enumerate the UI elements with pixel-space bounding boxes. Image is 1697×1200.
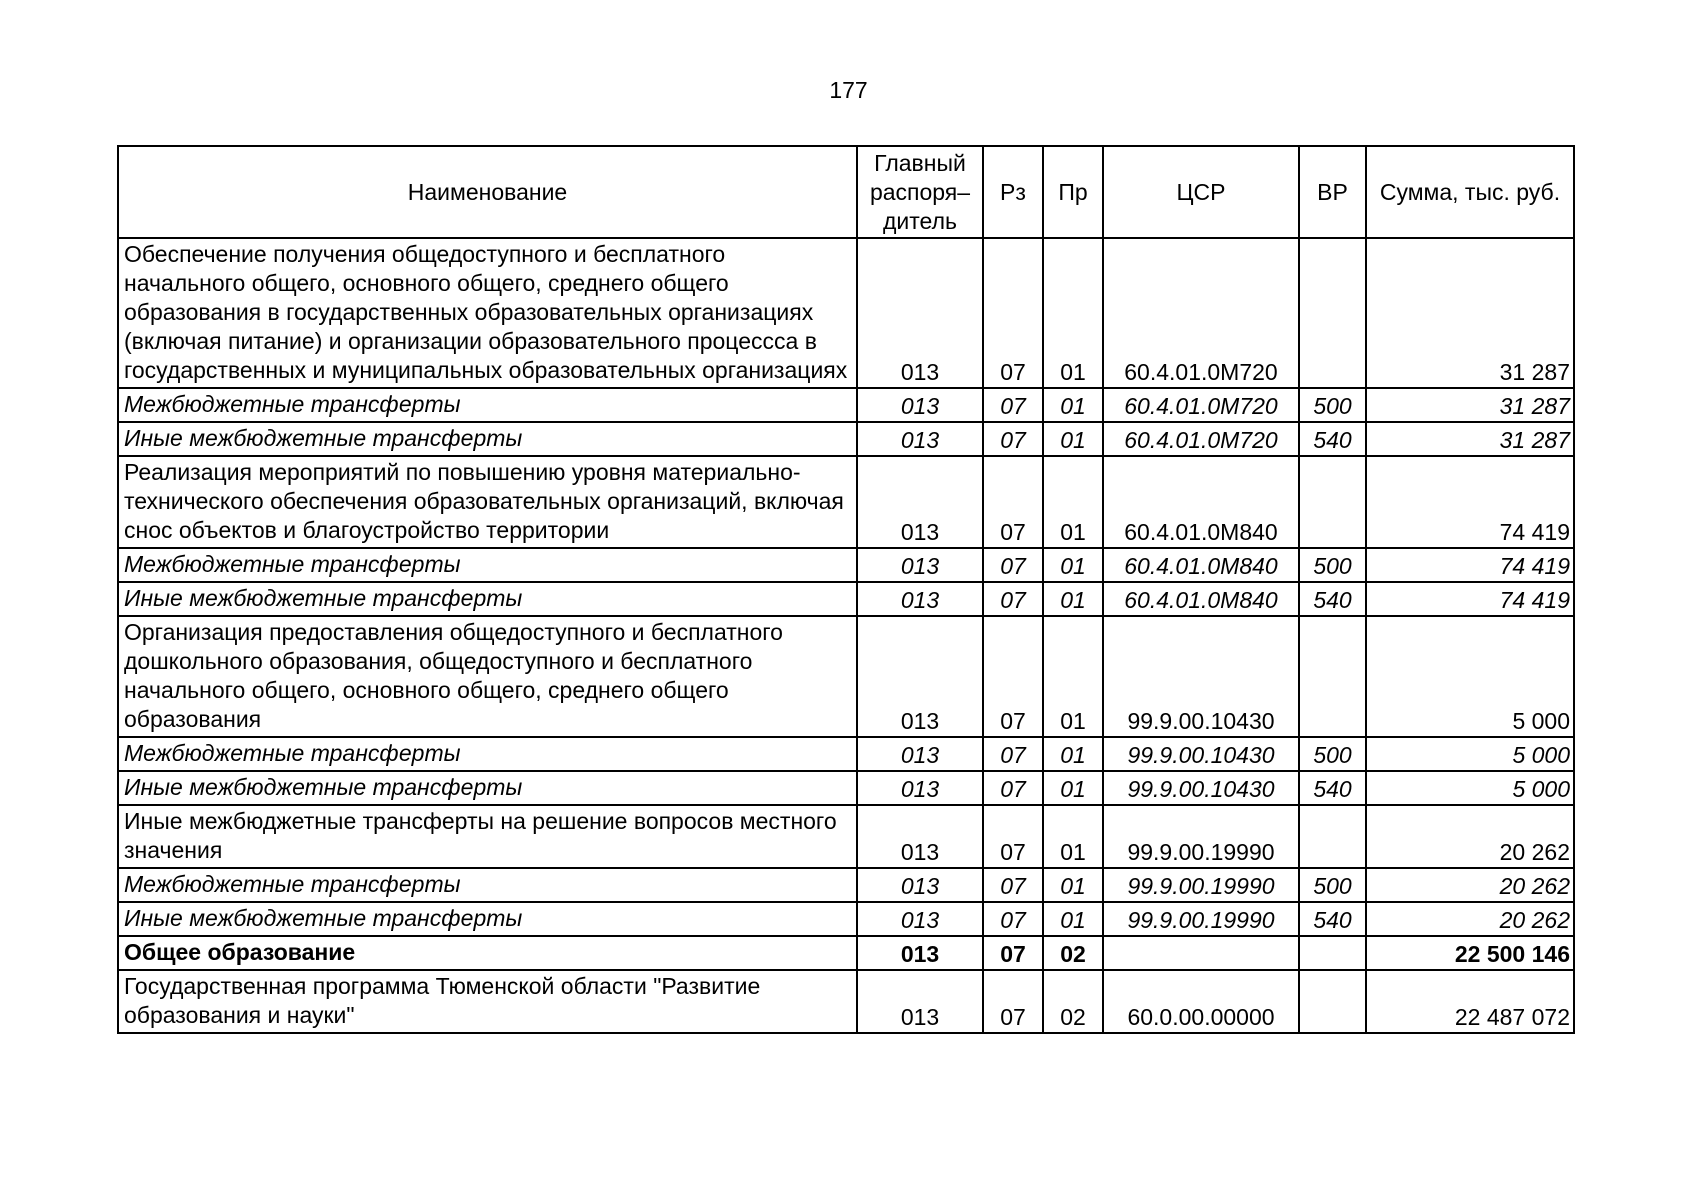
cell-sum: 20 262 [1366,868,1574,902]
cell-csr: 99.9.00.19990 [1103,805,1299,868]
cell-pr: 01 [1043,616,1103,737]
cell-name: Межбюджетные трансферты [118,868,857,902]
cell-csr: 99.9.00.10430 [1103,771,1299,805]
cell-rz: 07 [983,868,1043,902]
cell-vr: 540 [1299,582,1366,616]
cell-name: Межбюджетные трансферты [118,548,857,582]
table-row [118,582,1574,616]
table-row [118,771,1574,805]
header-rz: Рз [983,146,1043,238]
page-number: 177 [829,77,868,103]
cell-name: Иные межбюджетные трансферты [118,422,857,456]
cell-manager: 013 [857,737,983,771]
cell-pr: 01 [1043,422,1103,456]
cell-name: Общее образование [118,936,857,970]
cell-manager: 013 [857,868,983,902]
cell-sum: 74 419 [1366,456,1574,548]
cell-pr: 01 [1043,548,1103,582]
cell-pr: 01 [1043,238,1103,388]
cell-sum: 31 287 [1366,238,1574,388]
cell-sum: 74 419 [1366,548,1574,582]
table-row [118,970,1574,1033]
cell-rz: 07 [983,238,1043,388]
cell-manager: 013 [857,548,983,582]
header-sum: Сумма, тыс. руб. [1366,146,1574,238]
cell-name: Иные межбюджетные трансферты [118,771,857,805]
cell-manager: 013 [857,582,983,616]
cell-manager: 013 [857,616,983,737]
cell-name: Иные межбюджетные трансферты [118,902,857,936]
cell-rz: 07 [983,805,1043,868]
cell-sum: 5 000 [1366,737,1574,771]
cell-manager: 013 [857,902,983,936]
cell-pr: 02 [1043,970,1103,1033]
cell-csr: 60.4.01.0М840 [1103,456,1299,548]
cell-vr: 540 [1299,902,1366,936]
table-row [118,868,1574,902]
cell-rz: 07 [983,582,1043,616]
cell-vr [1299,970,1366,1033]
cell-rz: 07 [983,388,1043,422]
cell-rz: 07 [983,422,1043,456]
cell-sum: 5 000 [1366,771,1574,805]
cell-manager: 013 [857,805,983,868]
cell-manager: 013 [857,422,983,456]
cell-vr [1299,238,1366,388]
cell-csr [1103,936,1299,970]
cell-pr: 02 [1043,936,1103,970]
cell-vr [1299,456,1366,548]
cell-pr: 01 [1043,902,1103,936]
cell-csr: 60.4.01.0М840 [1103,582,1299,616]
cell-rz: 07 [983,548,1043,582]
cell-vr [1299,616,1366,737]
cell-pr: 01 [1043,868,1103,902]
cell-name: Государственная программа Тюменской области "Развитие образования и науки" [118,970,857,1033]
cell-vr: 500 [1299,548,1366,582]
cell-vr: 540 [1299,422,1366,456]
table-row [118,616,1574,737]
table-row [118,422,1574,456]
cell-sum: 31 287 [1366,422,1574,456]
cell-name: Иные межбюджетные трансферты [118,582,857,616]
cell-name: Иные межбюджетные трансферты на решение вопросов местного значения [118,805,857,868]
cell-pr: 01 [1043,456,1103,548]
cell-sum: 5 000 [1366,616,1574,737]
cell-csr: 99.9.00.10430 [1103,737,1299,771]
cell-vr: 500 [1299,868,1366,902]
cell-rz: 07 [983,616,1043,737]
table-row [118,388,1574,422]
cell-vr: 500 [1299,737,1366,771]
header-pr: Пр [1043,146,1103,238]
header-name: Наименование [118,146,857,238]
cell-csr: 99.9.00.10430 [1103,616,1299,737]
header-manager: Главный распоря– дитель [857,146,983,238]
cell-name: Организация предоставления общедоступного и бесплатного дошкольного образования, общедоступного и бесплатного начального общего, основного общего, среднего общего образования [118,616,857,737]
table-row [118,805,1574,868]
cell-vr: 500 [1299,388,1366,422]
cell-csr: 60.4.01.0М720 [1103,388,1299,422]
cell-name: Реализация мероприятий по повышению уровня материально-технического обеспечения образовательных организаций, включая снос объектов и благоустройство территории [118,456,857,548]
cell-vr: 540 [1299,771,1366,805]
cell-vr [1299,936,1366,970]
budget-table [117,145,1575,1034]
cell-sum: 22 487 072 [1366,970,1574,1033]
table-row [118,548,1574,582]
cell-csr: 60.4.01.0М720 [1103,238,1299,388]
cell-csr: 60.4.01.0М840 [1103,548,1299,582]
cell-pr: 01 [1043,805,1103,868]
table-row [118,936,1574,970]
cell-rz: 07 [983,456,1043,548]
cell-manager: 013 [857,936,983,970]
cell-manager: 013 [857,970,983,1033]
cell-sum: 20 262 [1366,902,1574,936]
cell-manager: 013 [857,456,983,548]
cell-manager: 013 [857,771,983,805]
table-header-row [118,146,1574,238]
header-csr: ЦСР [1103,146,1299,238]
cell-manager: 013 [857,238,983,388]
cell-csr: 60.4.01.0М720 [1103,422,1299,456]
cell-sum: 31 287 [1366,388,1574,422]
cell-manager: 013 [857,388,983,422]
table-row [118,737,1574,771]
table-body [118,238,1574,1033]
cell-name: Межбюджетные трансферты [118,737,857,771]
cell-rz: 07 [983,902,1043,936]
cell-pr: 01 [1043,771,1103,805]
cell-rz: 07 [983,737,1043,771]
cell-sum: 20 262 [1366,805,1574,868]
cell-csr: 99.9.00.19990 [1103,868,1299,902]
cell-sum: 22 500 146 [1366,936,1574,970]
cell-csr: 60.0.00.00000 [1103,970,1299,1033]
cell-rz: 07 [983,771,1043,805]
header-vr: ВР [1299,146,1366,238]
cell-vr [1299,805,1366,868]
cell-pr: 01 [1043,737,1103,771]
cell-csr: 99.9.00.19990 [1103,902,1299,936]
cell-pr: 01 [1043,388,1103,422]
cell-rz: 07 [983,970,1043,1033]
cell-pr: 01 [1043,582,1103,616]
table-row [118,456,1574,548]
table-row [118,238,1574,388]
cell-sum: 74 419 [1366,582,1574,616]
cell-rz: 07 [983,936,1043,970]
cell-name: Межбюджетные трансферты [118,388,857,422]
table-row [118,902,1574,936]
cell-name: Обеспечение получения общедоступного и бесплатного начального общего, основного общего, среднего общего образования в государственных образовательных организациях (включая питание) и организации образовательного процессса в государственных и муниципальных образовательных организациях [118,238,857,388]
